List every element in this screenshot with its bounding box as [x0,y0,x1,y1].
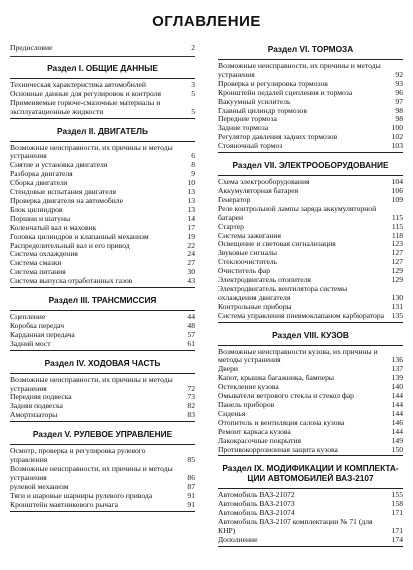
toc-section [10,358,195,423]
entry-title: Применяемые горюче-смазочные материалы и эксплуатационные жидкости [10,98,161,116]
left-sections [10,63,195,512]
toc-entry[interactable] [10,268,195,277]
toc-entry[interactable] [218,509,403,518]
right-sections [218,44,403,547]
toc-entry[interactable] [10,331,195,340]
entry-page: 171 [391,526,403,536]
entry-title: Распределительный вал и его привод [10,241,130,250]
section-heading: Раздел II. ДВИГАТЕЛЬ [57,125,148,136]
section-heading: Раздел VII. ЭЛЕКТРООБОРУДОВАНИЕ [232,160,389,171]
toc-section [10,126,195,289]
section-heading: Раздел IV. ХОДОВАЯ ЧАСТЬ [44,357,161,368]
entry-page: 24 [187,249,195,259]
toc-entry[interactable] [10,447,195,465]
entry-title: Вакуумный усилитель [218,97,291,106]
entry-title: Поршни и шатуны [10,214,71,223]
toc-entry[interactable] [218,518,403,536]
entry-page: 98 [395,114,403,124]
toc-entry[interactable] [218,536,403,545]
entry-title: Главный цилиндр тормозов [218,106,307,115]
entry-title: Регулятор давления задних тормозов [218,133,338,142]
toc-entry[interactable] [218,285,403,303]
entry-title: Передняя подвеска [10,393,72,402]
section-entries [10,310,195,351]
section-heading: Раздел IX. МОДИФИКАЦИИ И КОМПЛЕКТА- ЦИИ АВТОМОБИЛЕЙ ВАЗ-2107 [222,463,399,484]
section-entries [10,444,195,511]
entry-title: Система зажигания [218,231,281,240]
entry-page: 6 [191,151,195,161]
entry-title: Стеклоочиститель [218,258,278,267]
toc-entry[interactable] [218,258,403,267]
entry-page: 92 [395,69,403,79]
entry-page: 87 [187,481,195,491]
entry-title: Система выпуска отработанных газов [10,277,133,286]
divider [10,56,195,57]
entry-title: Автомобиль ВАЗ-21072 [218,491,295,500]
entry-page: 27 [187,258,195,268]
toc-entry[interactable] [218,374,403,383]
toc-entry[interactable] [10,81,195,90]
entry-title: Стартер [218,222,244,231]
entry-page: 174 [391,534,403,544]
entry-title: Автомобиль ВАЗ-21073 [218,500,295,509]
entry-title: Отопитель и вентиляция салона кузова [218,418,345,427]
entry-page: 5 [191,88,195,98]
toc-entry[interactable] [218,187,403,196]
toc-entry[interactable] [218,107,403,116]
toc-entry[interactable] [10,224,195,233]
toc-entry[interactable] [218,401,403,410]
toc-entry[interactable] [218,383,403,392]
entry-page: 140 [391,382,403,392]
entry-page: 155 [391,490,403,500]
toc-section [218,44,403,153]
entry-page: 144 [391,391,403,401]
entry-title: Освещение и световая сигнализация [218,240,336,249]
toc-entry[interactable] [10,277,195,286]
entry-title: рулевой механизм [10,482,69,491]
toc-entry[interactable] [218,115,403,124]
entry-page: 61 [187,338,195,348]
entry-page: 8 [191,160,195,170]
toc-entry[interactable] [218,98,403,107]
toc-entry[interactable] [218,428,403,437]
entry-page: 17 [187,222,195,232]
entry-page: 127 [391,257,403,267]
toc-entry[interactable] [218,249,403,258]
toc-entry[interactable] [218,62,403,80]
preface-entry[interactable] [10,44,195,53]
entry-page: 83 [187,410,195,420]
entry-title: Аккумуляторная батарея [218,186,299,195]
entry-page: 106 [391,185,403,195]
entry-title: Предисловие [10,44,53,52]
section-heading: Раздел III. ТРАНСМИССИЯ [48,295,157,306]
entry-title: Стендовые испытания двигателя [10,188,117,197]
entry-title: Панель приборов [218,401,275,409]
entry-page: 98 [395,105,403,115]
toc-entry[interactable] [10,492,195,501]
entry-page: 57 [187,329,195,339]
entry-page: 130 [391,292,403,302]
entry-title: Лакокрасочные покрытия [218,436,302,445]
toc-entry[interactable] [218,419,403,428]
toc-entry[interactable] [218,223,403,232]
entry-page: 14 [187,213,195,223]
entry-title: Возможные неисправности кузова, их причины и методы устранения [218,347,378,365]
entry-title: Возможные неисправности, их причины и методы устранения [10,465,173,482]
entry-page: 146 [391,417,403,427]
entry-title: Капот, крышка багажника, бамперы [218,374,335,383]
entry-page: 72 [187,383,195,393]
entry-page: 73 [187,392,195,402]
entry-title: Проверка двигателя на автомобиле [10,196,123,205]
entry-title: Автомобиль ВАЗ-21074 [218,509,295,518]
entry-title: Тяги и шаровые шарниры рулевого привода [10,491,153,500]
entry-page: 136 [391,355,403,365]
entry-page: 109 [391,194,403,204]
toc-entry[interactable] [10,322,195,331]
left-column [10,38,195,519]
entry-page: 137 [391,364,403,374]
entry-page: 129 [391,266,403,276]
toc-entry[interactable] [10,340,195,349]
entry-title: Система охлаждения [10,250,78,259]
entry-title: Система управления пневмоклапаном карбюратора [218,311,384,320]
entry-page: 10 [187,178,195,188]
section-heading: Раздел I. ОБЩИЕ ДАННЫЕ [47,62,158,73]
toc-section [10,295,195,351]
toc-entry[interactable] [218,392,403,401]
entry-page: 22 [187,240,195,250]
entry-page: 129 [391,275,403,285]
entry-title: Передние тормоза [218,115,277,124]
toc-entry[interactable] [218,267,403,276]
toc-entry[interactable] [10,170,195,179]
entry-page: 144 [391,426,403,436]
toc-entry[interactable] [10,393,195,402]
entry-title: Снятие и установка двигателя [10,161,108,170]
entry-title: Контрольные приборы [218,302,292,311]
entry-title: Задние тормоза [218,124,269,133]
toc-entry[interactable] [10,376,195,394]
entry-title: Реле контрольной лампы заряда аккумуляторной батареи [218,204,377,222]
entry-title: Омыватели ветрового стекла и стекол фар [218,392,354,401]
entry-title: Карданная передача [10,330,75,339]
entry-title: Блок цилиндров [10,205,63,214]
entry-page: 30 [187,267,195,277]
entry-title: Сцепление [10,313,46,322]
entry-title: Техническая характеристика автомобилей [10,80,146,89]
entry-page: 158 [391,499,403,509]
entry-page: 115 [391,212,403,222]
entry-page: 13 [187,204,195,214]
entry-page: 82 [187,401,195,411]
entry-title: Кронштейн педалей сцепления и тормоза [218,88,353,97]
entry-page: 171 [391,508,403,518]
entry-title: Электродвигатель вентилятора системы охлаждения двигателя [218,284,348,302]
toc-entry[interactable] [10,233,195,242]
entry-title: Амортизаторы [10,411,58,420]
toc-entry[interactable] [218,80,403,89]
toc-entry[interactable] [218,500,403,509]
entry-title: Сборка двигателя [10,179,68,188]
entry-page: 123 [391,239,403,249]
toc-entry[interactable] [10,99,195,117]
toc-entry[interactable] [218,196,403,205]
section-entries [218,175,403,323]
entry-page: 150 [391,444,403,454]
entry-page: 2 [191,43,195,52]
section-heading: Раздел VI. ТОРМОЗА [267,44,354,54]
entry-title: Стояночный тормоз [218,142,283,151]
entry-page: 9 [191,169,195,179]
entry-page: 103 [391,141,403,151]
section-entries [218,488,403,546]
entry-page: 118 [391,230,403,240]
entry-page: 3 [191,79,195,89]
toc-entry[interactable] [10,215,195,224]
entry-title: Головка цилиндров и клапанный механизм [10,232,149,241]
entry-page: 144 [391,400,403,409]
toc-entry[interactable] [218,205,403,223]
toc-entry[interactable] [10,188,195,197]
toc-section [218,463,403,546]
toc-entry[interactable] [218,491,403,500]
toc-entry[interactable] [10,179,195,188]
entry-page: 91 [187,490,195,500]
entry-title: Кронштейн маятникового рычага [10,500,118,509]
entry-title: Очиститель фар [218,267,271,276]
toc-entry[interactable] [218,240,403,249]
entry-page: 115 [391,221,403,231]
toc-entry[interactable] [10,501,195,510]
entry-page: 127 [391,248,403,258]
toc-entry[interactable] [10,259,195,268]
toc-entry[interactable] [218,133,403,142]
entry-title: Возможные неисправности, их причины и методы устранения [218,62,381,79]
entry-page: 131 [391,301,403,311]
toc-entry[interactable] [10,197,195,206]
toc-entry[interactable] [10,250,195,259]
entry-title: Задняя подвеска [10,402,63,411]
entry-title: Система питания [10,268,66,277]
entry-title: Остекление кузова [218,383,279,392]
entry-title: Коробка передач [10,321,65,330]
toc-entry[interactable] [218,142,403,151]
toc-entry[interactable] [10,465,195,483]
entry-title: Разборка двигателя [10,170,73,179]
entry-title: Задний мост [10,339,51,348]
entry-page: 135 [391,310,403,320]
toc-entry[interactable] [218,178,403,187]
entry-page: 19 [187,231,195,241]
toc-entry[interactable] [218,446,403,455]
toc-entry[interactable] [218,410,403,419]
section-entries [218,59,403,153]
entry-page: 102 [391,132,403,142]
toc-section [10,429,195,511]
entry-title: Основные данные для регулировок и контроля [10,89,161,98]
entry-title: Ремонт каркаса кузова [218,427,291,436]
section-entries [218,345,403,457]
entry-title: Двери [218,365,238,374]
toc-entry[interactable] [218,365,403,374]
entry-page: 91 [187,499,195,509]
entry-title: Автомобиль ВАЗ-2107 комплектации № 71 (для КНР) [218,518,373,536]
toc-entry[interactable] [10,402,195,411]
entry-page: 96 [395,87,403,97]
section-entries [10,78,195,119]
toc-section [218,330,403,457]
entry-title: Противокоррозионная защита кузова [218,445,338,454]
entry-page: 48 [187,320,195,330]
entry-page: 86 [187,472,195,482]
entry-title: Звуковые сигналы [218,249,277,258]
toc-entry[interactable] [218,232,403,241]
toc-entry[interactable] [10,483,195,492]
entry-page: 93 [395,78,403,88]
toc-section [10,63,195,119]
entry-title: Осмотр, проверка и регулировка рулевого управления [10,447,146,465]
toc-section [218,160,403,323]
entry-page: 139 [391,373,403,383]
entry-page: 44 [187,312,195,322]
entry-page: 100 [391,123,403,133]
entry-title: Проверка и регулировка тормозов [218,79,328,88]
toc-entry[interactable] [10,144,195,162]
toc-entry[interactable] [10,411,195,420]
section-entries [10,373,195,423]
entry-title: Сиденья [218,409,246,418]
section-heading: Раздел V. РУЛЕВОЕ УПРАВЛЕНИЕ [32,429,173,440]
entry-title: Генератор [218,195,251,204]
toc-entry[interactable] [10,206,195,215]
entry-title: Система смазки [10,259,62,268]
entry-page: 149 [391,435,403,445]
entry-page: 85 [187,455,195,465]
toc-entry[interactable] [218,89,403,98]
toc-entry[interactable] [218,312,403,321]
toc-entry[interactable] [10,313,195,322]
entry-page: 13 [187,187,195,197]
toc-entry[interactable] [218,303,403,312]
toc-entry[interactable] [10,90,195,99]
toc-entry[interactable] [218,437,403,446]
entry-title: Возможные неисправности, их причины и методы устранения [10,143,173,161]
right-column [218,38,403,554]
toc-entry[interactable] [10,242,195,251]
entry-title: Схема электрооборудования [218,178,310,187]
toc-entry[interactable] [218,276,403,285]
entry-page: 13 [187,195,195,205]
page-title: ОГЛАВЛЕНИЕ [152,13,261,30]
section-entries [10,141,195,289]
entry-title: Возможные неисправности, их причины и методы устранения [10,375,173,393]
entry-page: 144 [391,408,403,418]
section-heading: Раздел VIII. КУЗОВ [272,329,349,340]
entry-title: Коленчатый вал и маховик [10,223,97,232]
entry-page: 97 [395,96,403,106]
entry-page: 43 [187,276,195,286]
entry-page: 104 [391,177,403,187]
entry-page: 5 [191,106,195,116]
entry-title: Электродвигатель отопителя [218,276,311,285]
entry-title: Дополнение [218,535,258,544]
toc-entry[interactable] [218,348,403,366]
toc-entry[interactable] [218,124,403,133]
toc-entry[interactable] [10,161,195,170]
